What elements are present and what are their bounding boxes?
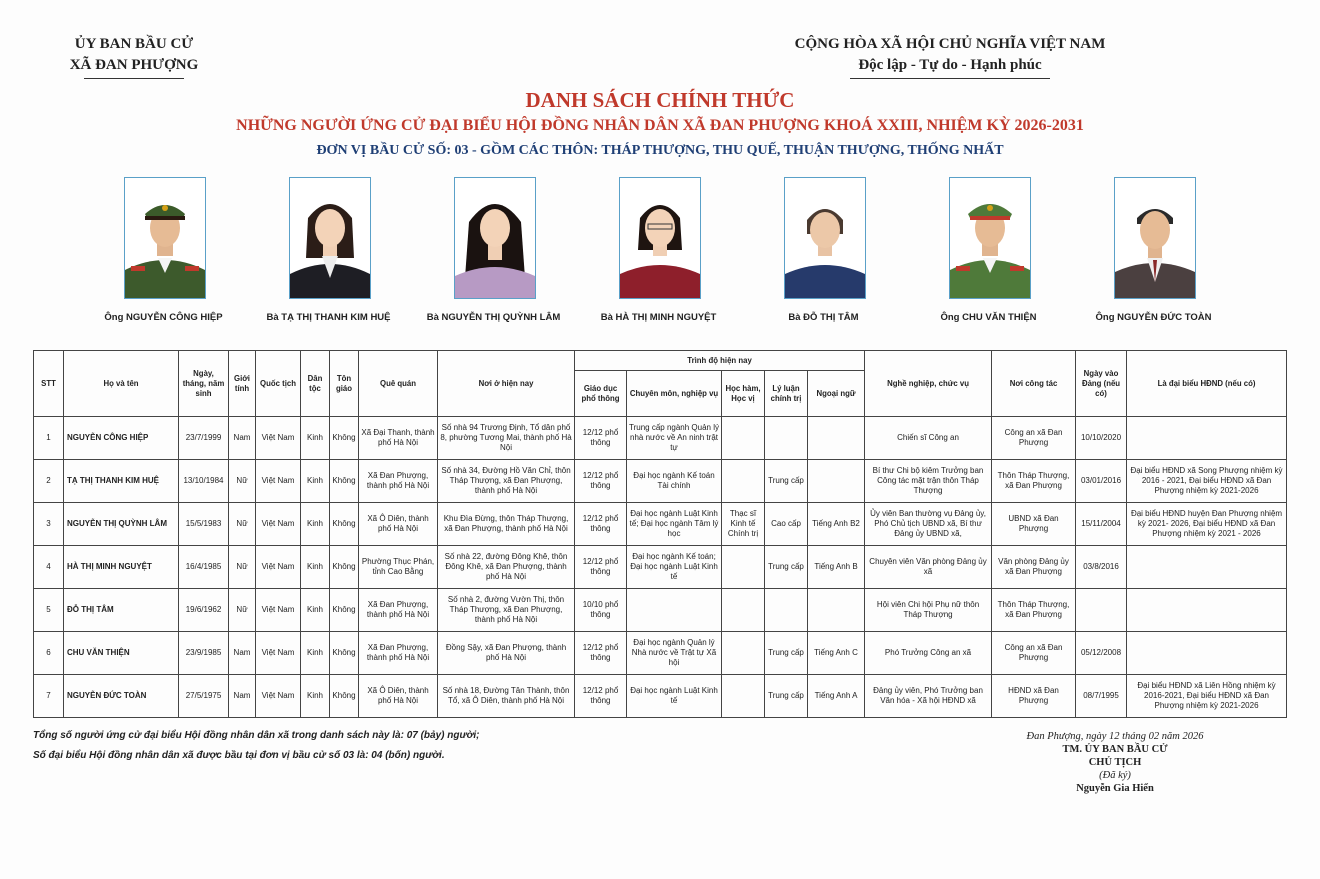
cell-religion: Không <box>330 632 359 675</box>
summary-notes <box>33 726 479 766</box>
cell-party-date: 03/01/2016 <box>1076 460 1127 503</box>
cell-gender: Nam <box>229 632 256 675</box>
cell-ethnicity: Kinh <box>301 589 330 632</box>
cell-name: HÀ THỊ MINH NGUYỆT <box>64 546 179 589</box>
country-name: CỘNG HÒA XÃ HỘI CHỦ NGHĨA VIỆT NAM <box>794 36 1106 52</box>
signer-name: Nguyễn Gia Hiển <box>1076 783 1154 794</box>
cell-religion: Không <box>330 503 359 546</box>
cell-nationality: Việt Nam <box>256 589 301 632</box>
cell-ethnicity: Kinh <box>301 675 330 718</box>
cell-residence: Khu Đìa Đừng, thôn Tháp Thượng, xã Đan Phượng, thành phố Hà Nội <box>438 503 575 546</box>
cell-workplace: Văn phòng Đảng ủy xã Đan Phượng <box>992 546 1076 589</box>
cell-workplace: Công an xã Đan Phượng <box>992 417 1076 460</box>
cell-occupation: Đảng ủy viên, Phó Trưởng ban Văn hóa - Xã hội HĐND xã <box>865 675 992 718</box>
total-candidates-line: Tổng số người ứng cử đại biểu Hội đồng nhân dân xã trong danh sách này là: 07 (bảy) người; <box>33 730 480 741</box>
header-political: Lý luận chính trị <box>765 371 808 417</box>
cell-professional: Đại học ngành Kế toán Tài chính <box>627 460 722 503</box>
national-header <box>780 34 1120 79</box>
committee-name: ỦY BAN BẦU CỬ <box>74 36 194 52</box>
cell-professional: Đại học ngành Luật Kinh tế; Đại học ngành Tâm lý học <box>627 503 722 546</box>
cell-delegate <box>1127 632 1287 675</box>
cell-degree <box>722 417 765 460</box>
cell-nationality: Việt Nam <box>256 546 301 589</box>
cell-professional <box>627 589 722 632</box>
cell-professional: Đại học ngành Quản lý Nhà nước về Trật tự Xã hội <box>627 632 722 675</box>
header-residence: Nơi ở hiện nay <box>438 351 575 417</box>
cell-political: Trung cấp <box>765 546 808 589</box>
header-hometown: Quê quán <box>359 351 438 417</box>
cell-political: Trung cấp <box>765 632 808 675</box>
cell-degree <box>722 632 765 675</box>
cell-name: NGUYỄN CÔNG HIỆP <box>64 417 179 460</box>
cell-language: Tiếng Anh B <box>808 546 865 589</box>
cell-language: Tiếng Anh B2 <box>808 503 865 546</box>
header-left-underline <box>84 78 184 79</box>
cell-delegate <box>1127 417 1287 460</box>
cell-residence: Số nhà 2, đường Vườn Thị, thôn Tháp Thượng, xã Đan Phượng, thành phố Hà Nội <box>438 589 575 632</box>
header-right-underline <box>850 78 1050 79</box>
cell-general: 12/12 phổ thông <box>575 460 627 503</box>
cell-stt: 5 <box>34 589 64 632</box>
cell-residence: Số nhà 22, đường Đông Khê, thôn Đông Khê, xã Đan Phượng, thành phố Hà Nội <box>438 546 575 589</box>
cell-residence: Đồng Sậy, xã Đan Phượng, thành phố Hà Nội <box>438 632 575 675</box>
cell-party-date: 15/11/2004 <box>1076 503 1127 546</box>
cell-residence: Số nhà 18, Đường Tân Thành, thôn Tổ, xã Ô Diên, thành phố Hà Nội <box>438 675 575 718</box>
cell-ethnicity: Kinh <box>301 417 330 460</box>
cell-degree <box>722 589 765 632</box>
cell-language <box>808 417 865 460</box>
candidate-caption-7: Ông NGUYỄN ĐỨC TOÀN <box>1095 312 1212 323</box>
cell-general: 10/10 phổ thông <box>575 589 627 632</box>
cell-party-date: 05/12/2008 <box>1076 632 1127 675</box>
candidate-photo-4 <box>619 177 701 299</box>
header-education-group: Trình độ hiện nay <box>575 351 865 371</box>
cell-workplace: HĐND xã Đan Phượng <box>992 675 1076 718</box>
cell-ethnicity: Kinh <box>301 503 330 546</box>
signing-organization: TM. ỦY BAN BẦU CỬ <box>1062 744 1168 755</box>
candidate-photo-6 <box>949 177 1031 299</box>
electoral-unit: ĐƠN VỊ BẦU CỬ SỐ: 03 - GỒM CÁC THÔN: THÁP THƯỢNG, THU QUẾ, THUẬN THƯỢNG, THỐNG NHẤT <box>316 143 1004 158</box>
cell-stt: 7 <box>34 675 64 718</box>
national-motto: Độc lập - Tự do - Hạnh phúc <box>858 57 1042 73</box>
signed-note: (Đã ký) <box>1099 770 1131 781</box>
table-row <box>34 546 1287 589</box>
cell-religion: Không <box>330 546 359 589</box>
header-occupation: Nghề nghiệp, chức vụ <box>865 351 992 417</box>
cell-occupation: Chiến sĩ Công an <box>865 417 992 460</box>
cell-delegate: Đại biểu HĐND xã Song Phượng nhiệm kỳ 2016 - 2021, Đại biểu HĐND xã Đan Phượng nhiệm kỳ 2021-2026 <box>1127 460 1287 503</box>
cell-political: Trung cấp <box>765 675 808 718</box>
table-row <box>34 675 1287 718</box>
cell-gender: Nữ <box>229 589 256 632</box>
cell-occupation: Ủy viên Ban thường vụ Đảng ủy, Phó Chủ tịch UBND xã, Bí thư Đảng ủy UBND xã, <box>865 503 992 546</box>
table-row <box>34 417 1287 460</box>
cell-workplace: Thôn Tháp Thượng, xã Đan Phượng <box>992 589 1076 632</box>
cell-stt: 3 <box>34 503 64 546</box>
cell-nationality: Việt Nam <box>256 503 301 546</box>
cell-professional: Đại học ngành Luật Kinh tế <box>627 675 722 718</box>
candidate-photo-2 <box>289 177 371 299</box>
document-title: DANH SÁCH CHÍNH THỨC <box>525 88 795 112</box>
cell-general: 12/12 phổ thông <box>575 417 627 460</box>
cell-religion: Không <box>330 417 359 460</box>
signing-date: Đan Phượng, ngày 12 tháng 02 năm 2026 <box>1026 731 1204 742</box>
candidate-table <box>33 350 1287 718</box>
cell-political <box>765 589 808 632</box>
candidate-photo-3 <box>454 177 536 299</box>
candidate-photo-5 <box>784 177 866 299</box>
cell-hometown: Xã Ô Diên, thành phố Hà Nội <box>359 675 438 718</box>
cell-nationality: Việt Nam <box>256 417 301 460</box>
cell-party-date: 10/10/2020 <box>1076 417 1127 460</box>
cell-degree <box>722 460 765 503</box>
cell-nationality: Việt Nam <box>256 632 301 675</box>
cell-nationality: Việt Nam <box>256 675 301 718</box>
cell-nationality: Việt Nam <box>256 460 301 503</box>
committee-header <box>44 34 224 79</box>
cell-political <box>765 417 808 460</box>
cell-hometown: Xã Đan Phượng, thành phố Hà Nội <box>359 460 438 503</box>
cell-general: 12/12 phổ thông <box>575 503 627 546</box>
cell-language <box>808 460 865 503</box>
cell-occupation: Hội viên Chi hội Phụ nữ thôn Tháp Thượng <box>865 589 992 632</box>
table-row <box>34 632 1287 675</box>
header-nationality: Quốc tịch <box>256 351 301 417</box>
header-gender: Giới tính <box>229 351 256 417</box>
cell-professional: Trung cấp ngành Quản lý nhà nước về An ninh trật tự <box>627 417 722 460</box>
cell-name: NGUYỄN ĐỨC TOÀN <box>64 675 179 718</box>
cell-gender: Nam <box>229 675 256 718</box>
cell-hometown: Xã Đại Thanh, thành phố Hà Nội <box>359 417 438 460</box>
candidate-caption-4: Bà HÀ THỊ MINH NGUYỆT <box>600 312 717 323</box>
cell-dob: 23/9/1985 <box>179 632 229 675</box>
cell-party-date <box>1076 589 1127 632</box>
header-dob: Ngày, tháng, năm sinh <box>179 351 229 417</box>
candidate-caption-3: Bà NGUYỄN THỊ QUỲNH LÂM <box>426 312 561 323</box>
table-row <box>34 503 1287 546</box>
cell-stt: 4 <box>34 546 64 589</box>
cell-workplace: Công an xã Đan Phượng <box>992 632 1076 675</box>
header-ethnicity: Dân tộc <box>301 351 330 417</box>
header-stt: STT <box>34 351 64 417</box>
cell-dob: 16/4/1985 <box>179 546 229 589</box>
document-subtitle: NHỮNG NGƯỜI ỨNG CỬ ĐẠI BIỂU HỘI ĐỒNG NHÂN DÂN XÃ ĐAN PHƯỢNG KHOÁ XXIII, NHIỆM KỲ 2026-2031 <box>236 117 1084 134</box>
header-degree: Học hàm, Học vị <box>722 371 765 417</box>
header-religion: Tôn giáo <box>330 351 359 417</box>
cell-stt: 6 <box>34 632 64 675</box>
header-party-date: Ngày vào Đảng (nếu có) <box>1076 351 1127 417</box>
cell-dob: 27/5/1975 <box>179 675 229 718</box>
header-language: Ngoại ngữ <box>808 371 865 417</box>
cell-general: 12/12 phổ thông <box>575 675 627 718</box>
cell-hometown: Xã Đan Phượng, thành phố Hà Nội <box>359 589 438 632</box>
cell-name: CHU VĂN THIỆN <box>64 632 179 675</box>
cell-delegate <box>1127 546 1287 589</box>
candidate-caption-5: Bà ĐỖ THỊ TÂM <box>788 312 859 323</box>
commune-name: XÃ ĐAN PHƯỢNG <box>69 57 199 73</box>
candidate-caption-2: Bà TẠ THỊ THANH KIM HUỆ <box>266 312 391 323</box>
cell-general: 12/12 phổ thông <box>575 632 627 675</box>
cell-dob: 23/7/1999 <box>179 417 229 460</box>
cell-name: TẠ THỊ THANH KIM HUỆ <box>64 460 179 503</box>
cell-language: Tiếng Anh A <box>808 675 865 718</box>
cell-dob: 19/6/1962 <box>179 589 229 632</box>
header-professional: Chuyên môn, nghiệp vụ <box>627 371 722 417</box>
cell-workplace: Thôn Tháp Thượng, xã Đan Phượng <box>992 460 1076 503</box>
cell-religion: Không <box>330 589 359 632</box>
cell-occupation: Phó Trưởng Công an xã <box>865 632 992 675</box>
cell-religion: Không <box>330 460 359 503</box>
cell-degree <box>722 546 765 589</box>
cell-ethnicity: Kinh <box>301 632 330 675</box>
cell-professional: Đại học ngành Kế toán; Đại học ngành Luật Kinh tế <box>627 546 722 589</box>
candidate-caption-6: Ông CHU VĂN THIỆN <box>940 312 1037 323</box>
candidate-photo-1 <box>124 177 206 299</box>
cell-delegate <box>1127 589 1287 632</box>
cell-general: 12/12 phổ thông <box>575 546 627 589</box>
header-name: Họ và tên <box>64 351 179 417</box>
candidate-photo-7 <box>1114 177 1196 299</box>
cell-name: NGUYỄN THỊ QUỲNH LÂM <box>64 503 179 546</box>
cell-delegate: Đại biểu HĐND huyện Đan Phượng nhiệm kỳ 2021- 2026, Đại biểu HĐND xã Đan Phượng nhiệm kỳ 2021 - 2026 <box>1127 503 1287 546</box>
cell-residence: Số nhà 94 Trương Định, Tổ dân phố 8, phường Tương Mai, thành phố Hà Nội <box>438 417 575 460</box>
cell-political: Trung cấp <box>765 460 808 503</box>
cell-party-date: 08/7/1995 <box>1076 675 1127 718</box>
cell-gender: Nữ <box>229 460 256 503</box>
cell-occupation: Chuyên viên Văn phòng Đảng ủy xã <box>865 546 992 589</box>
cell-stt: 2 <box>34 460 64 503</box>
cell-workplace: UBND xã Đan Phượng <box>992 503 1076 546</box>
signer-title: CHỦ TỊCH <box>1088 757 1142 768</box>
cell-degree: Thạc sĩ Kinh tế Chính trị <box>722 503 765 546</box>
cell-stt: 1 <box>34 417 64 460</box>
cell-religion: Không <box>330 675 359 718</box>
table-row <box>34 460 1287 503</box>
cell-occupation: Bí thư Chi bộ kiêm Trưởng ban Công tác mặt trận thôn Tháp Thượng <box>865 460 992 503</box>
cell-dob: 13/10/1984 <box>179 460 229 503</box>
cell-degree <box>722 675 765 718</box>
cell-gender: Nam <box>229 417 256 460</box>
cell-hometown: Xã Ô Diên, thành phố Hà Nội <box>359 503 438 546</box>
cell-ethnicity: Kinh <box>301 460 330 503</box>
table-row <box>34 589 1287 632</box>
cell-ethnicity: Kinh <box>301 546 330 589</box>
cell-hometown: Xã Đan Phượng, thành phố Hà Nội <box>359 632 438 675</box>
candidate-caption-1: Ông NGUYỄN CÔNG HIỆP <box>104 312 223 323</box>
cell-residence: Số nhà 34, Đường Hồ Văn Chỉ, thôn Tháp Thượng, xã Đan Phượng, thành phố Hà Nội <box>438 460 575 503</box>
cell-language <box>808 589 865 632</box>
cell-hometown: Phường Thục Phán, tỉnh Cao Bằng <box>359 546 438 589</box>
header-general-education: Giáo dục phổ thông <box>575 371 627 417</box>
signature-block <box>1000 730 1230 795</box>
cell-gender: Nữ <box>229 546 256 589</box>
elected-seats-line: Số đại biểu Hội đồng nhân dân xã được bầu tại đơn vị bầu cử số 03 là: 04 (bốn) người. <box>33 750 445 761</box>
header-delegate: Là đại biểu HĐND (nếu có) <box>1127 351 1287 417</box>
cell-name: ĐỖ THỊ TÂM <box>64 589 179 632</box>
cell-political: Cao cấp <box>765 503 808 546</box>
cell-delegate: Đại biểu HĐND xã Liên Hồng nhiệm kỳ 2016-2021, Đại biểu HĐND xã Đan Phượng nhiệm kỳ 2021-2026 <box>1127 675 1287 718</box>
cell-dob: 15/5/1983 <box>179 503 229 546</box>
header-workplace: Nơi công tác <box>992 351 1076 417</box>
cell-party-date: 03/8/2016 <box>1076 546 1127 589</box>
cell-language: Tiếng Anh C <box>808 632 865 675</box>
cell-gender: Nữ <box>229 503 256 546</box>
